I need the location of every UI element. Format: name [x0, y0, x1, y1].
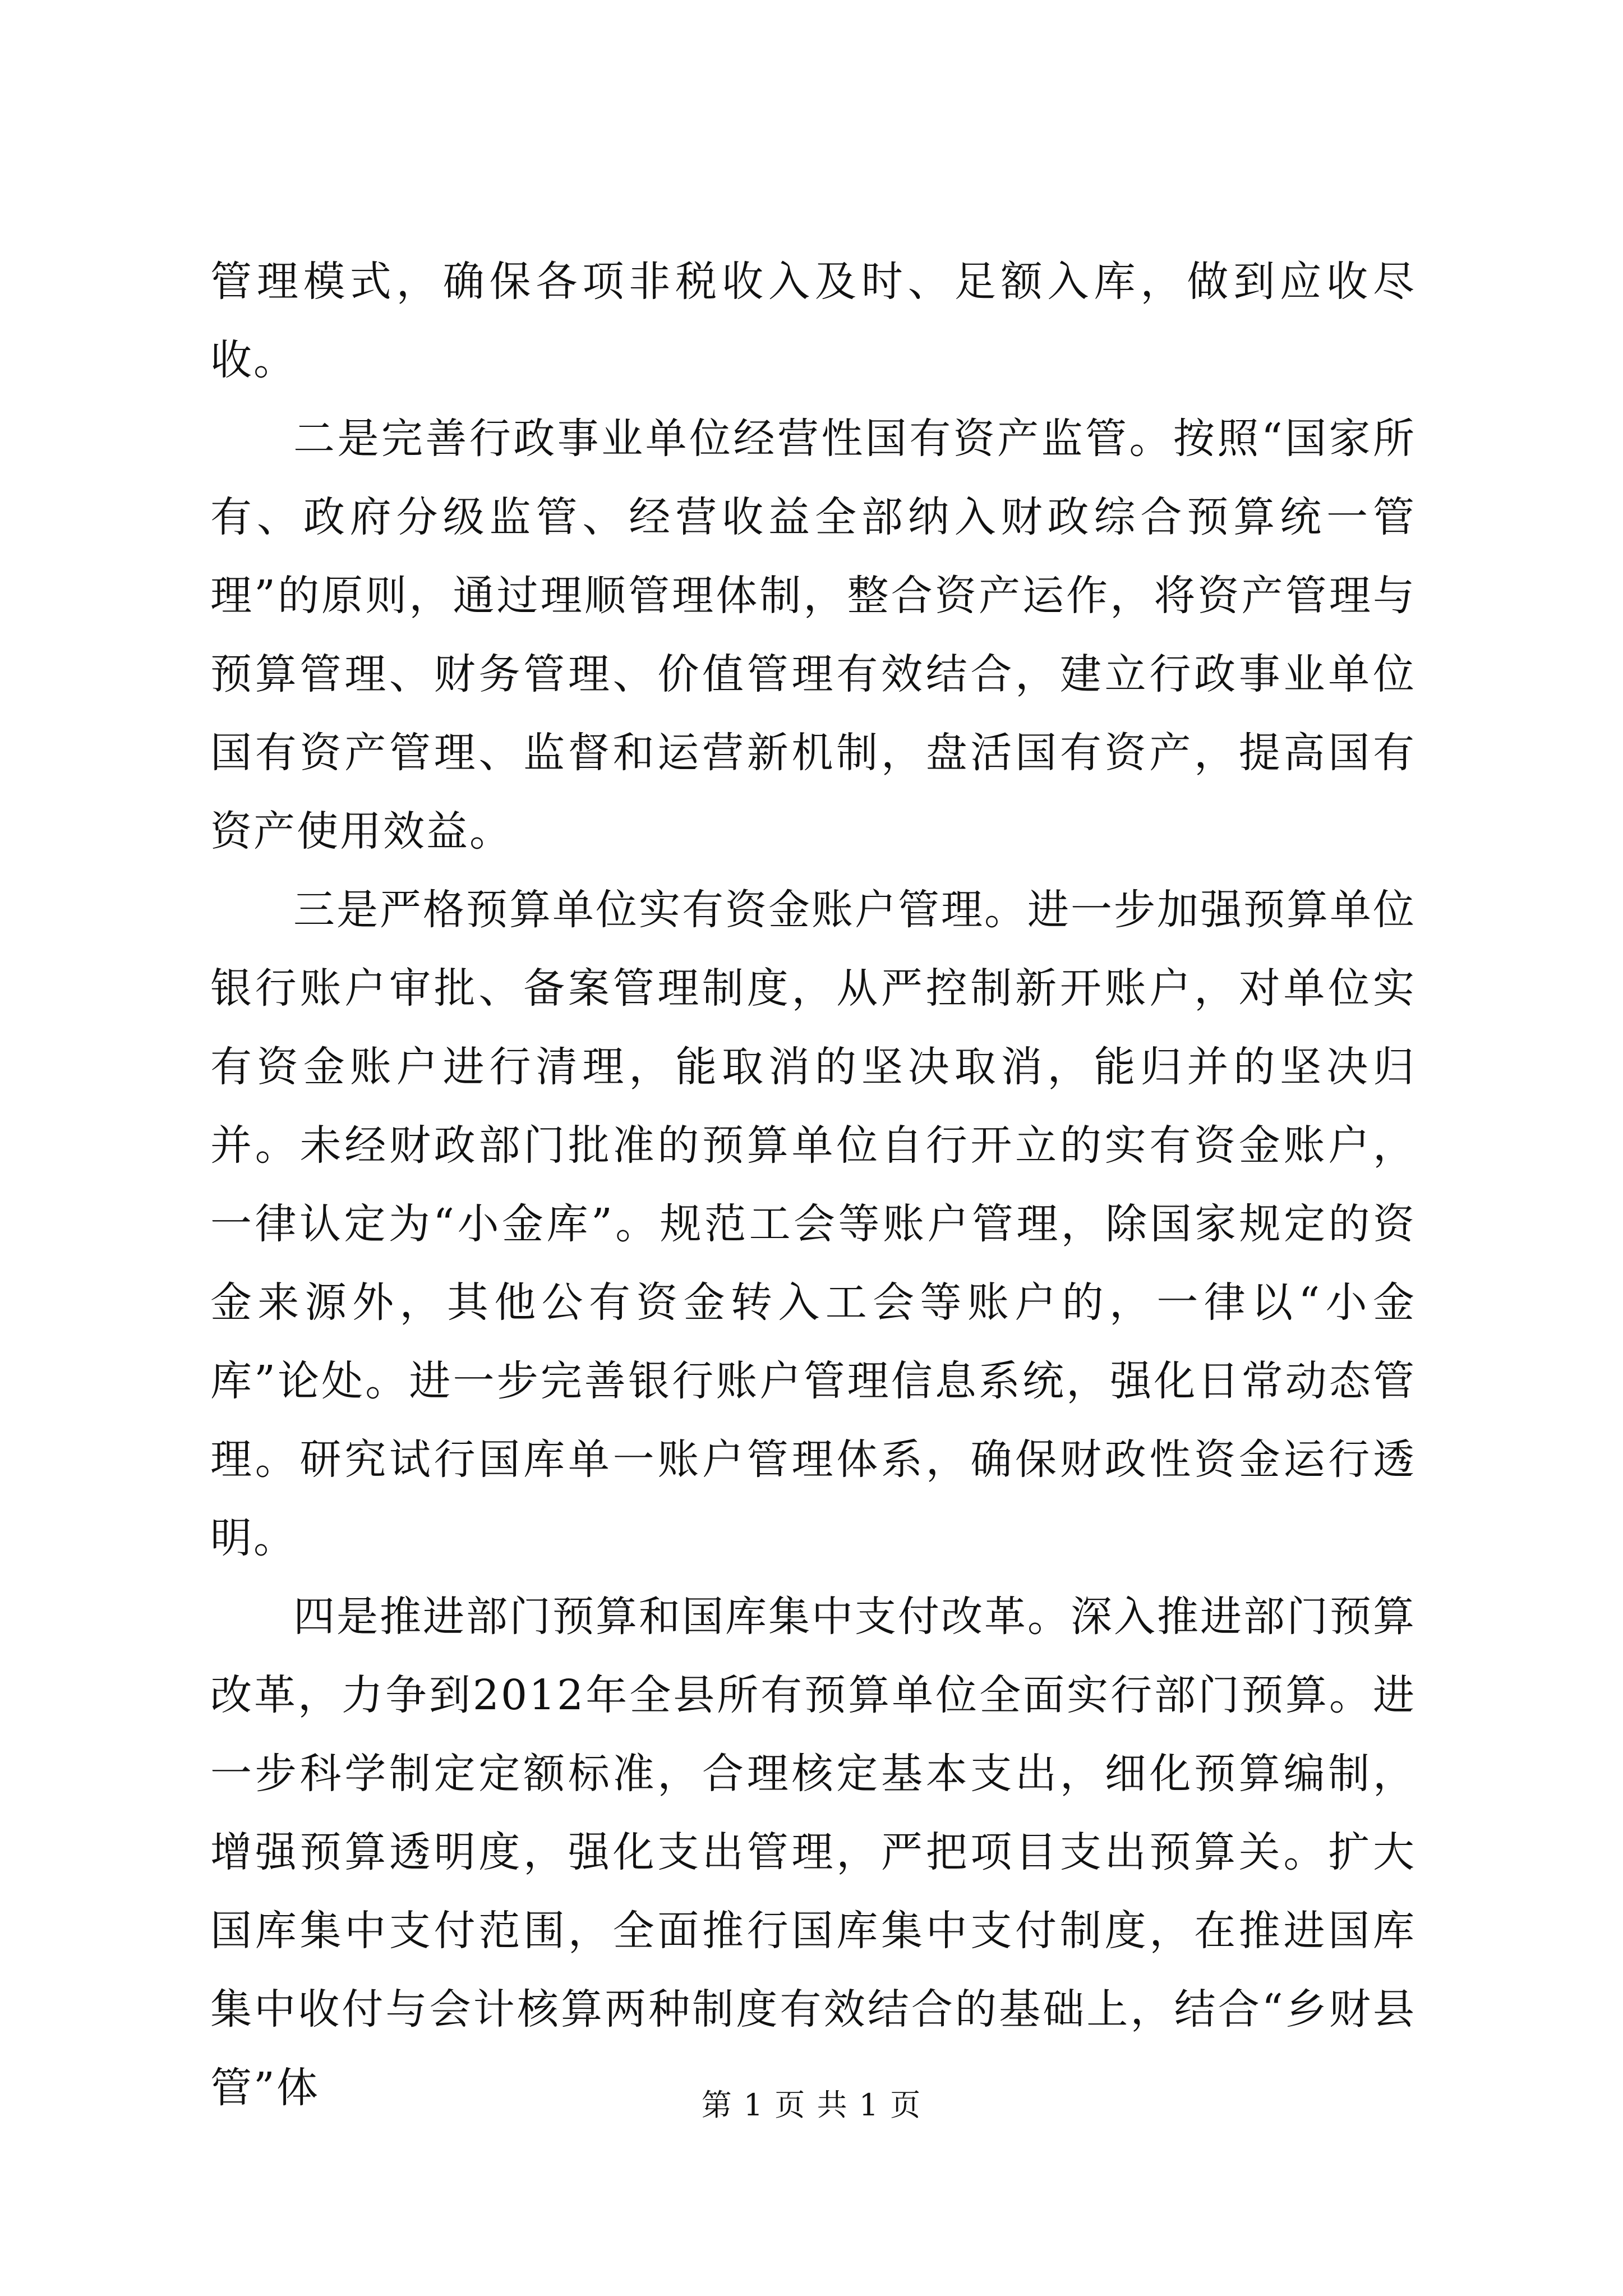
page-footer: 第 1 页 共 1 页: [701, 2087, 922, 2123]
document-body: [210, 242, 1416, 2127]
paragraph-3: 三是严格预算单位实有资金账户管理。进一步加强预算单位银行账户审批、备案管理制度，从严控制新开账户，对单位实有资金账户进行清理，能取消的坚决取消，能归并的坚决归并。未经财政部门批准的预算单位自行开立的实有资金账户，一律认定为“小金库”。规范工会等账户管理，除国家规定的资金来源外，其他公有资金转入工会等账户的，一律以“小金库”论处。进一步完善银行账户管理信息系统，强化日常动态管理。研究试行国库单一账户管理体系，确保财政性资金运行透明。: [210, 886, 1416, 1562]
paragraph-1: 管理模式，确保各项非税收入及时、足额入库，做到应收尽收。: [210, 257, 1416, 384]
paragraph-2: 二是完善行政事业单位经营性国有资产监管。按照“国家所有、政府分级监管、经营收益全部纳入财政综合预算统一管理”的原则，通过理顺管理体制，整合资产运作，将资产管理与预算管理、财务管理、价值管理有效结合，建立行政事业单位国有资产管理、监督和运营新机制，盘活国有资产，提高国有资产使用效益。: [210, 415, 1416, 855]
paragraph-4: 四是推进部门预算和国库集中支付改革。深入推进部门预算改革，力争到2012年全县所有预算单位全面实行部门预算。进一步科学制定定额标准，合理核定基本支出，细化预算编制，增强预算透明度，强化支出管理，严把项目支出预算关。扩大国库集中支付范围，全面推行国库集中支付制度，在推进国库集中收付与会计核算两种制度有效结合的基础上，结合“乡财县管”体: [210, 1593, 1416, 2112]
